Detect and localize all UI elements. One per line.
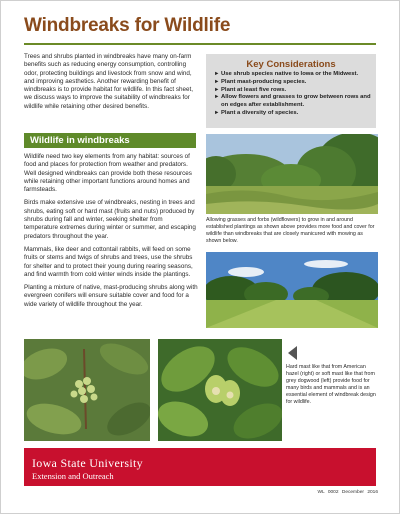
title-rule xyxy=(24,43,376,45)
key-consideration-item: ► Plant a diversity of species. xyxy=(214,109,299,116)
caption-grasses: Allowing grasses and forbs (wildflowers) to grow in and around established plantings as shown above provides more food and cover for wildlife than windbreaks that are closely manicured with mowing as shown below. xyxy=(206,217,375,245)
key-considerations-list xyxy=(214,71,374,118)
publication-date: December 2016 xyxy=(341,490,378,495)
key-consideration-item: ► Allow flowers and grasses to grow between rows and on edges after establishment. xyxy=(214,94,371,109)
publication-number: WL 0002 xyxy=(317,490,339,495)
photo-windbreak-grasses xyxy=(206,134,378,214)
triangle-bullet-icon: ► xyxy=(214,86,220,93)
section-title: Wildlife in windbreaks xyxy=(30,135,130,146)
body-column xyxy=(24,153,198,314)
intro-paragraph: Trees and shrubs planted in windbreaks have many on-farm benefits such as reducing energy consumption, controlling odor, protecting buildings and livestock from snow and wind, and improving aesthetics. Another rewarding benefit of windbreaks is to provide habitat for wildlife. In this fact sheet, we discuss ways to improve the suitability of windbreaks for wildlife while retaining other desired benefits. xyxy=(24,53,194,110)
triangle-bullet-icon: ► xyxy=(214,94,220,101)
body-paragraph: Mammals, like deer and cottontail rabbits, will feed on some fruits or stems and twigs of shrubs and trees, use the shrubs for shelter and to protect their young during rearing seasons, and find warmth from cold winter winds inside the plantings. xyxy=(24,245,193,278)
publication-info xyxy=(296,490,378,495)
body-paragraph: Wildlife need two key elements from any habitat: sources of food and places for protection from weather and predators. Well designed windbreaks can provide both these resources while retaining other important functions around homes and farmsteads. xyxy=(24,153,192,194)
extension-name: Extension and Outreach xyxy=(32,471,114,481)
key-consideration-item: ► Plant at least five rows. xyxy=(214,86,287,93)
key-considerations-title: Key Considerations xyxy=(246,59,336,70)
caption-mast: Hard mast like that from American hazel (right) or soft mast like that from grey dogwood (left) provide food for many birds and mammals and is an essential element of windbreak design for wildlife. xyxy=(286,364,376,406)
arrow-left-icon xyxy=(288,346,297,360)
key-considerations-box xyxy=(206,54,376,128)
triangle-bullet-icon: ► xyxy=(214,71,220,77)
page-title: Windbreaks for Wildlife xyxy=(24,15,231,36)
key-consideration-item: ► Plant mast-producing species. xyxy=(214,78,307,85)
photo-grey-dogwood xyxy=(24,339,150,441)
isu-footer-banner xyxy=(24,448,376,486)
photo-mowed-windbreak xyxy=(206,252,378,328)
university-name: Iowa State University xyxy=(32,456,143,470)
section-header-bar xyxy=(24,133,196,148)
triangle-bullet-icon: ► xyxy=(214,78,220,85)
triangle-bullet-icon: ► xyxy=(214,109,220,116)
body-paragraph: Planting a mixture of native, mast-producing shrubs along with evergreen conifers will ensure suitable cover and food for a wide variety of wildlife throughout the year. xyxy=(24,284,198,308)
key-consideration-item: ► Use shrub species native to Iowa or the Midwest. xyxy=(214,71,359,77)
photo-american-hazel xyxy=(158,339,282,441)
body-paragraph: Birds make extensive use of windbreaks, nesting in trees and shrubs, eating soft or hard mast (fruits and nuts) produced by shrubs during fall and winter, seeking shelter from temperature extremes during winter or summer, and escaping predators throughout the year. xyxy=(24,199,196,240)
